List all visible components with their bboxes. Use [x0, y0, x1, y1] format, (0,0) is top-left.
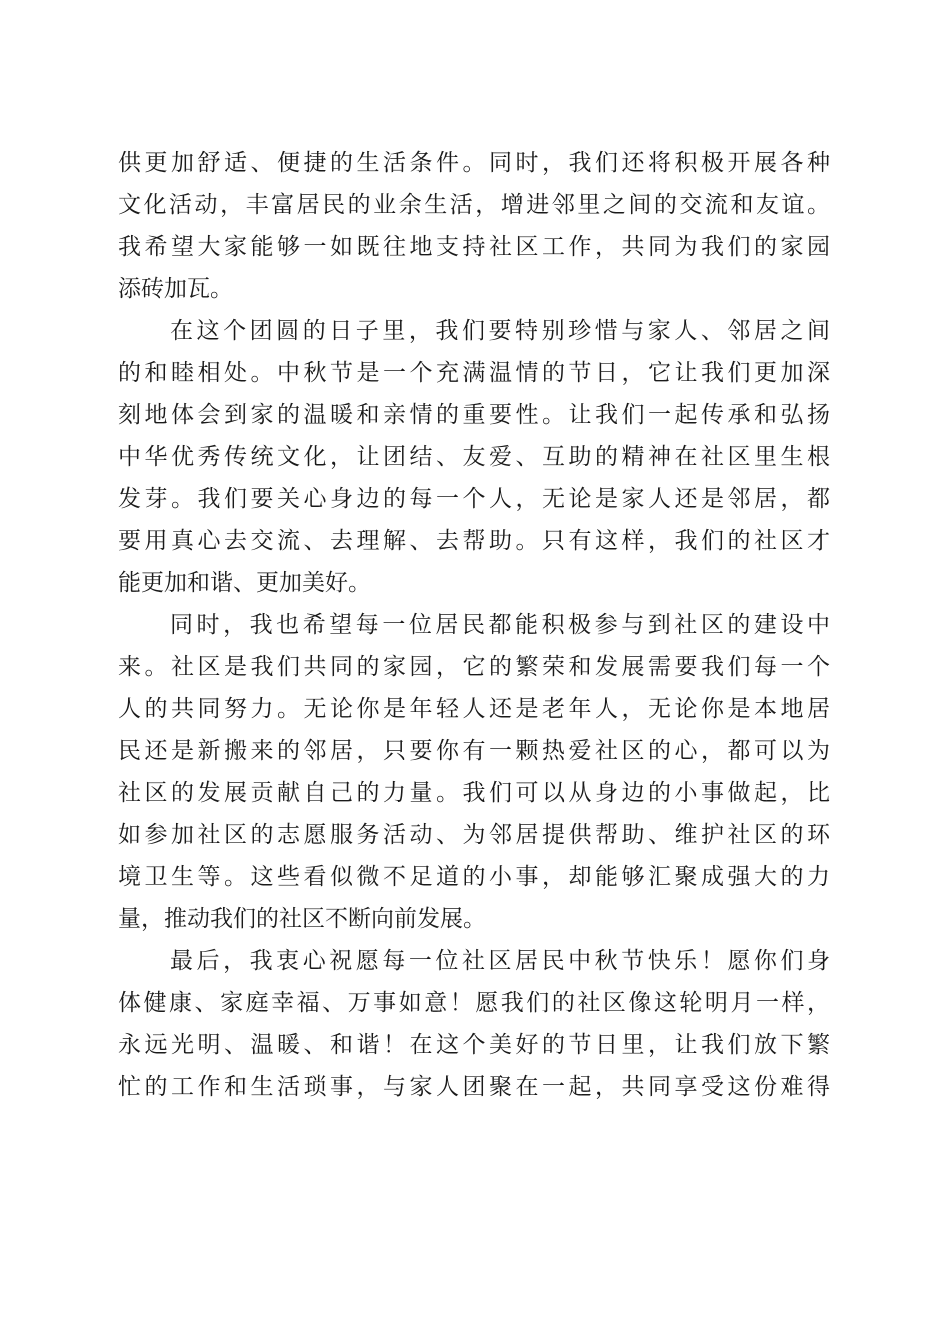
text-line: 发芽。我们要关心身边的每一个人，无论是家人还是邻居，都 — [118, 486, 830, 512]
text-line: 民还是新搬来的邻居，只要你有一颗热爱社区的心，都可以为 — [118, 738, 830, 764]
text-line: 添砖加瓦。 — [118, 276, 233, 302]
text-line: 如参加社区的志愿服务活动、为邻居提供帮助、维护社区的环 — [118, 822, 830, 848]
text-line: 永远光明、温暖、和谐！在这个美好的节日里，让我们放下繁 — [118, 1032, 830, 1058]
body-text — [118, 142, 830, 1108]
text-line: 最后，我衷心祝愿每一位社区居民中秋节快乐！愿你们身 — [170, 948, 830, 974]
text-line: 中华优秀传统文化，让团结、友爱、互助的精神在社区里生根 — [118, 444, 830, 470]
text-line: 要用真心去交流、去理解、去帮助。只有这样，我们的社区才 — [118, 528, 830, 554]
text-line: 人的共同努力。无论你是年轻人还是老年人，无论你是本地居 — [118, 696, 830, 722]
text-line: 社区的发展贡献自己的力量。我们可以从身边的小事做起，比 — [118, 780, 830, 806]
text-line: 境卫生等。这些看似微不足道的小事，却能够汇聚成强大的力 — [118, 864, 830, 890]
text-line: 量，推动我们的社区不断向前发展。 — [118, 906, 486, 932]
text-line: 同时，我也希望每一位居民都能积极参与到社区的建设中 — [170, 612, 830, 638]
text-line: 刻地体会到家的温暖和亲情的重要性。让我们一起传承和弘扬 — [118, 402, 830, 428]
text-line: 文化活动，丰富居民的业余生活，增进邻里之间的交流和友谊。 — [118, 192, 830, 218]
text-line: 供更加舒适、便捷的生活条件。同时，我们还将积极开展各种 — [118, 150, 830, 176]
text-line: 忙的工作和生活琐事，与家人团聚在一起，共同享受这份难得 — [118, 1074, 830, 1100]
text-line: 我希望大家能够一如既往地支持社区工作，共同为我们的家园 — [118, 234, 830, 260]
text-line: 来。社区是我们共同的家园，它的繁荣和发展需要我们每一个 — [118, 654, 830, 680]
text-line: 在这个团圆的日子里，我们要特别珍惜与家人、邻居之间 — [170, 318, 830, 344]
text-line: 体健康、家庭幸福、万事如意！愿我们的社区像这轮明月一样， — [118, 990, 830, 1016]
text-line: 的和睦相处。中秋节是一个充满温情的节日，它让我们更加深 — [118, 360, 830, 386]
text-line: 能更加和谐、更加美好。 — [118, 570, 371, 596]
